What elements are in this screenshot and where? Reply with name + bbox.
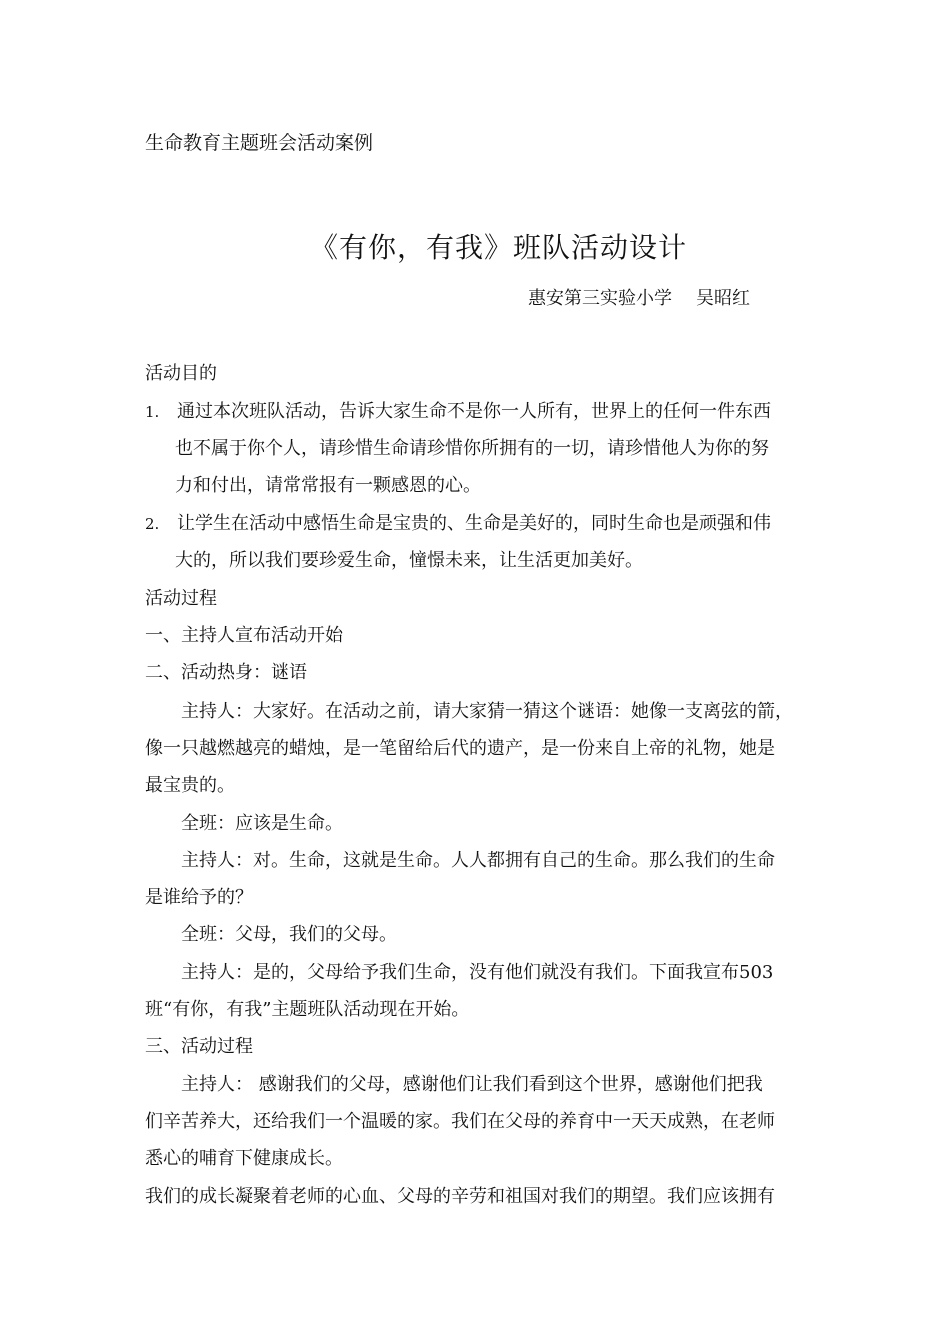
paragraph-1-line-1: 主持人：大家好。在活动之前，请大家猜一猜这个谜语：她像一支离弦的箭， bbox=[181, 701, 793, 722]
process-heading: 活动过程 bbox=[145, 588, 217, 609]
paragraph-5-line-2: 班“有你，有我”主题班队活动现在开始。 bbox=[145, 999, 470, 1020]
goal-1-number: 1. bbox=[145, 403, 160, 421]
paragraph-1-line-2: 像一只越燃越亮的蜡烛，是一笔留给后代的遗产，是一份来自上帝的礼物，她是 bbox=[145, 738, 775, 759]
author-line bbox=[528, 287, 750, 311]
goal-2-number: 2. bbox=[145, 515, 160, 533]
document-heading: 生命教育主题班会活动案例 bbox=[145, 132, 374, 154]
paragraph-6-line-1: 主持人： 感谢我们的父母，感谢他们让我们看到这个世界，感谢他们把我 bbox=[181, 1074, 763, 1095]
goal-1-line-2: 也不属于你个人，请珍惜生命请珍惜你所拥有的一切，请珍惜他人为你的努 bbox=[175, 438, 769, 459]
goal-2-text: 让学生在活动中感悟生命是宝贵的、生命是美好的，同时生命也是顽强和伟 bbox=[177, 513, 771, 534]
goal-1-line-1 bbox=[145, 400, 813, 424]
author-name: 吴昭红 bbox=[696, 288, 750, 309]
paragraph-6-line-3: 悉心的哺育下健康成长。 bbox=[145, 1148, 343, 1169]
step-2: 二、活动热身：谜语 bbox=[145, 662, 307, 683]
goal-1-text: 通过本次班队活动，告诉大家生命不是你一人所有，世界上的任何一件东西 bbox=[177, 401, 771, 422]
paragraph-6-line-2: 们辛苦养大，还给我们一个温暖的家。我们在父母的养育中一天天成熟，在老师 bbox=[145, 1111, 775, 1132]
purpose-heading: 活动目的 bbox=[145, 363, 217, 384]
paragraph-1-line-3: 最宝贵的。 bbox=[145, 775, 235, 796]
page-title: 《有你，有我》班队活动设计 bbox=[310, 231, 688, 264]
goal-1-line-3: 力和付出，请常常报有一颗感恩的心。 bbox=[175, 475, 481, 496]
goal-2-line-2: 大的，所以我们要珍爱生命，憧憬未来，让生活更加美好。 bbox=[175, 550, 643, 571]
paragraph-4: 全班：父母，我们的父母。 bbox=[181, 924, 397, 945]
paragraph-3-line-2: 是谁给予的？ bbox=[145, 887, 253, 908]
step-1: 一、主持人宣布活动开始 bbox=[145, 625, 343, 646]
paragraph-2: 全班：应该是生命。 bbox=[181, 813, 343, 834]
paragraph-5-line-1: 主持人：是的，父母给予我们生命，没有他们就没有我们。下面我宣布503 bbox=[181, 962, 774, 983]
paragraph-3-line-1: 主持人：对。生命，这就是生命。人人都拥有自己的生命。那么我们的生命 bbox=[181, 850, 775, 871]
author-school: 惠安第三实验小学 bbox=[528, 288, 672, 309]
paragraph-7-line-1: 我们的成长凝聚着老师的心血、父母的辛劳和祖国对我们的期望。我们应该拥有 bbox=[145, 1186, 775, 1207]
step-3: 三、活动过程 bbox=[145, 1036, 253, 1057]
goal-2-line-1 bbox=[145, 512, 813, 536]
